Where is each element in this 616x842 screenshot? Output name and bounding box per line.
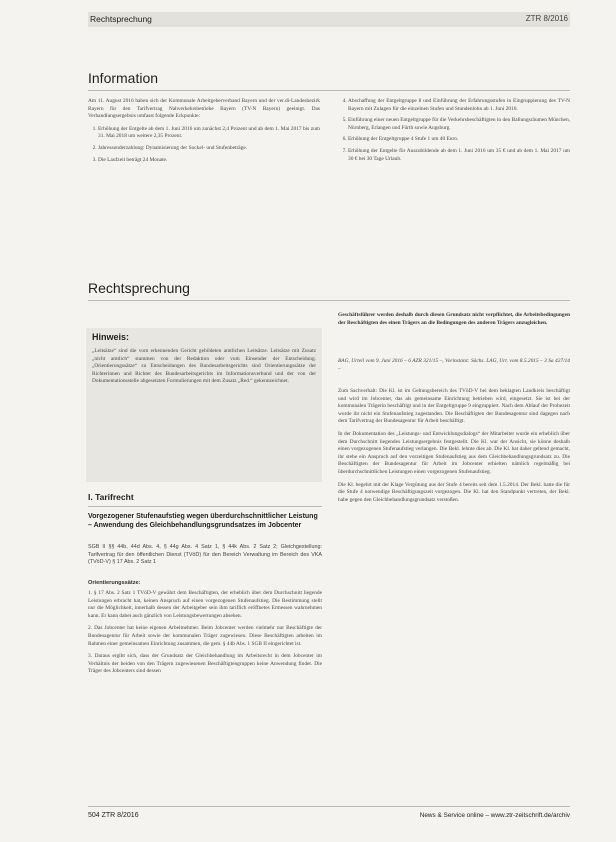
- case-citation: BAG, Urteil vom 9. Juni 2016 – 6 AZR 321/15 –, Vorinstanz: Sächs. LAG, Urt. vom 8.5.2015 – 3 Sa 427/14 –: [338, 358, 570, 372]
- information-rule: [88, 90, 570, 91]
- information-list-right: [338, 98, 570, 163]
- header-band: [88, 12, 570, 27]
- information-list-left: [88, 126, 320, 164]
- case-body: [338, 388, 570, 509]
- information-title: Information: [88, 70, 159, 86]
- paragraph: 2. Das Jobcenter hat keine eigenen Arbeitnehmer. Beim Jobcenter werden vielmehr nur Beschäftigte der Bundesagentur für Arbeit sowie der kommunalen Träger zugewiesen. Diese Beschäftigten arbeiten im Rahmen einer gemeinsamen Einrichtung zusammen, die gem. § 44b Abs. 1 SGB II eingerichtet ist.: [88, 625, 322, 647]
- footer-link[interactable]: News & Service online – www.ztr-zeitschrift.de/archiv: [419, 812, 570, 819]
- list-item: 4. Abschaffung der Entgeltgruppe 8 und Einführung der Erfahrungsstufen in Eingruppierung des TV-N Bayern mit Zulagen für die einzelnen Stufen und Stundenlohn ab 1. Juni 2016.: [348, 98, 570, 113]
- orientierungssaetze-text: [88, 590, 322, 681]
- list-item: 1. Erhöhung der Entgelte ab dem 1. Juni 2016 um zunächst 2,4 Prozent und ab dem 1. Mai 2017 bis zum 31. Mai 2018 um weitere 2,35 Prozent.: [98, 126, 320, 141]
- list-item: 2. Jahressonderzahlung: Dynamisierung der Sockel- und Stufenbeträge.: [98, 145, 320, 153]
- tarifrecht-heading: I. Tarifrecht: [88, 492, 134, 502]
- orientierungssaetze-label: Orientierungssätze:: [88, 580, 141, 586]
- case-title: Vorgezogener Stufenaufstieg wegen überdurchschnittlicher Leistung – Anwendung des Gleichbehandlungsgrundsatzes im Jobcenter: [88, 513, 318, 529]
- paragraph: Zum Sachverhalt: Die Kl. ist im Geltungsbereich des TVöD-V bei dem beklagten Landkreis beschäftigt und wird im Jobcenter, das als gemeinsame Einrichtung betrieben wird, eingesetzt. Sie ist bei der kommunalen Trägerin beschäftigt und in der Entgeltgruppe 9 eingruppiert. Nach dem Ablauf der Probezeit wurde ihr nicht ein Stufenaufstieg zugestanden. Die Beschäftigten der Bundesagentur sind dagegen nach dem Tarifvertrag der Bundesagentur für Arbeit beschäftigt.: [338, 388, 570, 425]
- tarifrecht-rule: [88, 506, 322, 507]
- footer-rule: [88, 806, 570, 807]
- rechtsprechung-title: Rechtsprechung: [88, 280, 190, 296]
- paragraph: 1. § 17 Abs. 2 Satz 1 TVöD-V gewährt dem Beschäftigten, der erheblich über dem Durchschnitt liegende Leistungen erbracht hat, keinen Anspruch auf einen vorgezogenen Stufenaufstieg. Die Bestimmung stellt nur die Möglichkeit, innerhalb dessen der Arbeitgeber sein ihm tariflich eröffnetes Ermessen wahrnehmen kann. Er kann dabei auch gänzlich von Leistungsbewertungen absehen.: [88, 590, 322, 619]
- information-left-column: [88, 98, 320, 168]
- case-norms: SGB II §§ 44b, 44d Abs. 4, § 44g Abs. 4 Satz 1, § 44k Abs. 2 Satz 2; Gleichgestellung: Tarifvertrag für den öffentlichen Dienst (TVöD) für den Bereich Verwaltung im Bereich des VKA (TVöD-V) § 17 Abs. 2 Satz 1: [88, 544, 322, 566]
- running-header-journal: ZTR 8/2016: [525, 14, 568, 23]
- running-header-section: Rechtsprechung: [90, 14, 152, 24]
- rechtsprechung-rule: [88, 300, 570, 301]
- orientierung-continuation: Geschäftsführer werden deshalb durch diesen Grundsatz nicht verpflichtet, die Arbeitsbedingungen der Beschäftigten des einen Trägers an die Bedingungen des anderen Trägers anzugleichen.: [338, 312, 570, 326]
- hinweis-title: Hinweis:: [92, 332, 130, 342]
- page-number: 504 ZTR 8/2016: [88, 812, 139, 819]
- paragraph: In der Dokumentation des „Leistungs- und Entwicklungsdialogs“ der Mitarbeiter wurde ein erheblich über dem Durchschnitt liegendes Leistungsergebnis festgestellt. Die Kl. war der Ansicht, sie könne deshalb einen vorgezogenen Stufenaufstieg verlangen. Die Bekl. lehnte dies ab. Die Kl. hat daher geltend gemacht, ihr stehe ein Anspruch auf den vorzeitigen Stufenaufstieg aus dem Gleichbehandlungsgrundsatz zu. Die Beschäftigten der Bundesagentur für Arbeit im Jobcenter erhielten nämlich regelmäßig bei überdurchschnittlichen Leistungen einen vorgezogenen Stufenaufstieg.: [338, 430, 570, 475]
- information-right-column: [338, 98, 570, 167]
- list-item: 3. Die Laufzeit beträgt 24 Monate.: [98, 157, 320, 165]
- list-item: 7. Erhöhung der Entgelte für Auszubildende ab dem 1. Juni 2016 um 35 € und ab dem 1. Mai 2017 um 30 € bei 30 Tage Urlaub.: [348, 148, 570, 163]
- paragraph: 3. Daraus ergibt sich, dass der Grundsatz der Gleichbehandlung im Arbeitsrecht in dem Jobcenter im Verhältnis der beiden von den Trägern zugewiesenen Beschäftigtengruppen keine Anwendung findet. Die Träger des Jobcenters sind dessen: [88, 653, 322, 675]
- information-intro: Am 11. August 2016 haben sich der Kommunale Arbeitgeberverband Bayern und der ver.di-Landesbezirk Bayern für den Tarifvertrag Nahverkehrsbetriebe Bayern (TV-N Bayern) geeinigt. Das Verhandlungsergebnis umfasst folgende Eckpunkte:: [88, 98, 320, 120]
- list-item: 5. Einführung einer neuen Entgeltgruppe für die Verkehrsbeschäftigten in den Ballungsräumen München, Nürnberg, Erlangen und Fürth sowie Augsburg.: [348, 117, 570, 132]
- paragraph: Die Kl. begehrt mit der Klage Vergütung aus der Stufe 4 bereits seit dem 1.5.2014. Der Bekl. hatte die für die Stufe 4 notwendige Beschäftigungszeit vorgezogen. Die Kl. hat den Standpunkt vertreten, der Bekl. habe gegen den Gleichbehandlungsgrundsatz verstoßen.: [338, 481, 570, 503]
- hinweis-text: „Leitsätze“ sind die vom erkennenden Gericht gebildeten amtlichen Leitsätze. Leitsätze mit Zusatz „nicht amtlich“ stammen von der Redaktion oder vom Einsender der Entscheidung. „Orientierungssätze“ zu Entscheidungen des Bundesarbeitsgerichts sind Orientierungssätze der Richterinnen und Richter des Bundesarbeitsgerichts im Informationsverbund und der von der Dokumentationsstelle abgesetzten Formulierungen mit dem Zusatz „Red.“ gekennzeichnet.: [92, 348, 316, 385]
- list-item: 6. Erhöhung der Entgeltgruppe 4 Stufe 1 um 40 Euro.: [348, 136, 570, 144]
